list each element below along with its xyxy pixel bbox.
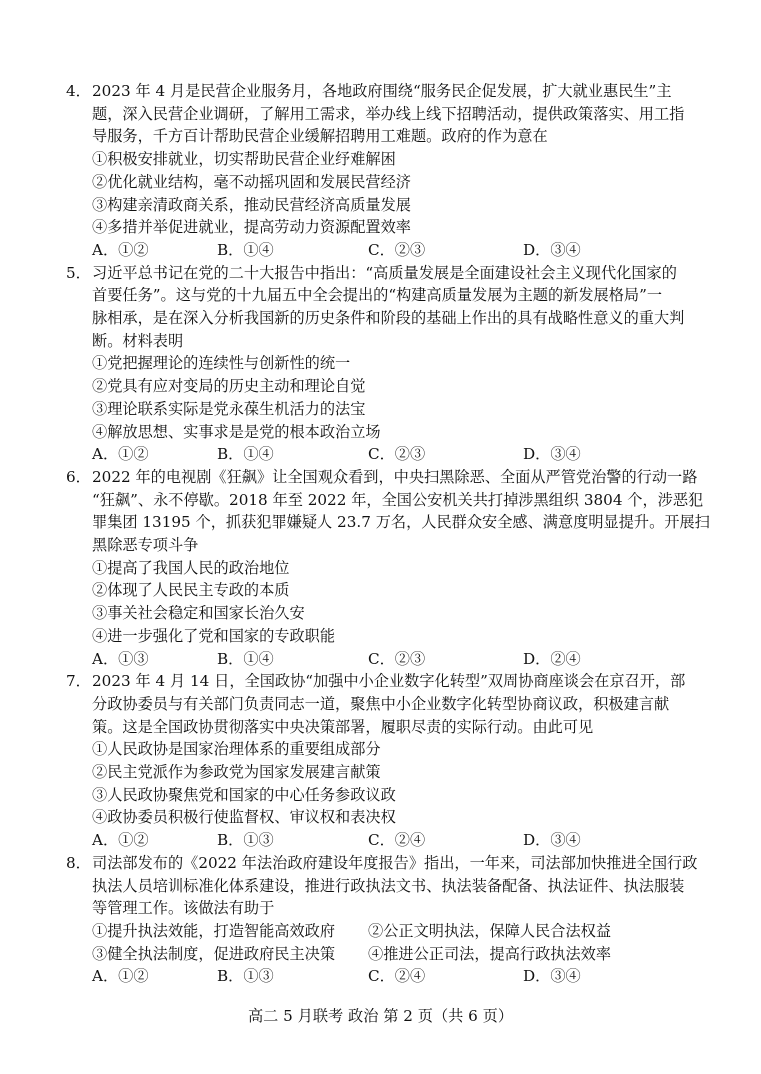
option-b: B．①③: [217, 967, 274, 986]
option-c: C．②③: [368, 240, 426, 259]
question-stem-line: 首要任务”。这与党的十九届五中全会提出的“构建高质量发展为主题的新发展格局”一: [92, 286, 663, 305]
statement-1: ①积极安排就业，切实帮助民营企业纾难解困: [92, 150, 396, 169]
statement-pair-row: [92, 943, 706, 966]
statement-2: ②民主党派作为参政党为国家发展建言献策: [92, 763, 381, 782]
question-5: [66, 262, 706, 466]
option-c: C．②③: [368, 649, 426, 668]
question-stem-line: 脉相承，是在深入分析我国新的历史条件和阶段的基础上作出的具有战略性意义的重大判: [92, 309, 685, 328]
statement-2: ②公正文明执法，保障人民合法权益: [368, 921, 611, 940]
statement-3: ③理论联系实际是党永葆生机活力的法宝: [92, 399, 366, 418]
question-stem-line: 断。材料表明: [92, 331, 184, 350]
question-8: [66, 852, 706, 988]
answer-options: [92, 648, 706, 671]
question-stem-line: 习近平总书记在党的二十大报告中指出：“高质量发展是全面建设社会主义现代化国家的: [92, 263, 677, 282]
statement-4: ④推进公正司法，提高行政执法效率: [368, 944, 611, 963]
statement-1: ①人民政协是国家治理体系的重要组成部分: [92, 740, 381, 759]
question-7: [66, 670, 706, 852]
question-number: 8．: [66, 853, 91, 872]
question-6: [66, 466, 710, 670]
statement-2: ②优化就业结构，毫不动摇巩固和发展民营经济: [92, 172, 411, 191]
option-d: D．③④: [523, 445, 581, 464]
question-body: [92, 670, 706, 852]
option-d: D．③④: [523, 831, 581, 850]
option-a: A．①②: [92, 831, 149, 850]
question-stem-line: 执法人员培训标准化体系建设，推进行政执法文书、执法装备配备、执法证件、执法服装: [92, 876, 685, 895]
option-c: C．②③: [368, 445, 426, 464]
question-stem-line: 题，深入民营企业调研，了解用工需求，举办线上线下招聘活动，提供政策落实、用工指: [92, 104, 685, 123]
statement-4: ④解放思想、实事求是是党的根本政治立场: [92, 422, 381, 441]
question-body: [92, 262, 706, 466]
statement-3: ③人民政协聚焦党和国家的中心任务参政议政: [92, 785, 396, 804]
statement-1: ①党把握理论的连续性与创新性的统一: [92, 354, 351, 373]
question-stem-line: 分政协委员与有关部门负责同志一道，聚焦中小企业数字化转型协商议政，积极建言献: [92, 694, 670, 713]
answer-options: [92, 965, 706, 988]
option-a: A．①③: [92, 649, 149, 668]
option-b: B．①④: [217, 445, 274, 464]
statement-1: ①提升执法效能，打造智能高效政府: [92, 921, 335, 940]
question-stem-line: 黑除恶专项斗争: [92, 536, 199, 555]
option-c: C．②④: [368, 831, 426, 850]
option-a: A．①②: [92, 240, 149, 259]
question-stem-line: 司法部发布的《2022 年法治政府建设年度报告》指出，一年来，司法部加快推进全国行政: [92, 853, 698, 872]
question-body: [92, 466, 710, 670]
page-footer: 高二 5 月联考 政治 第 2 页（共 6 页）: [247, 1007, 514, 1025]
option-d: D．②④: [523, 649, 581, 668]
statement-4: ④进一步强化了党和国家的专政职能: [92, 626, 335, 645]
question-number: 5．: [66, 263, 91, 282]
answer-options: [92, 443, 706, 466]
statement-2: ②体现了人民民主专政的本质: [92, 581, 290, 600]
answer-options: [92, 829, 706, 852]
question-number: 6．: [66, 467, 91, 486]
question-list: [66, 80, 710, 988]
statement-4: ④政协委员积极行使监督权、审议权和表决权: [92, 808, 396, 827]
option-a: A．①②: [92, 967, 149, 986]
statement-3: ③健全执法制度，促进政府民主决策: [92, 944, 335, 963]
question-stem-line: 等管理工作。该做法有助于: [92, 899, 275, 918]
question-number: 7．: [66, 672, 91, 691]
question-4: [66, 80, 706, 262]
statement-1: ①提高了我国人民的政治地位: [92, 558, 290, 577]
statement-4: ④多措并举促进就业，提高劳动力资源配置效率: [92, 218, 411, 237]
statement-3: ③构建亲清政商关系，推动民营经济高质量发展: [92, 195, 411, 214]
option-d: D．③④: [523, 967, 581, 986]
option-a: A．①②: [92, 445, 149, 464]
option-b: B．①④: [217, 649, 274, 668]
question-stem-line: “狂飙”、永不停歇。2018 年至 2022 年，全国公安机关共打掉涉黑组织 3804 个，涉恶犯: [92, 490, 704, 509]
question-body: [92, 80, 706, 262]
statement-2: ②党具有应对变局的历史主动和理论自觉: [92, 377, 366, 396]
question-stem-line: 2022 年的电视剧《狂飙》让全国观众看到，中央扫黑除恶、全面从严管党治警的行动一路: [92, 467, 698, 486]
question-stem-line: 2023 年 4 月 14 日，全国政协“加强中小企业数字化转型”双周协商座谈会在京召开，部: [92, 672, 686, 691]
option-b: B．①③: [217, 831, 274, 850]
statement-3: ③事关社会稳定和国家长治久安: [92, 604, 305, 623]
question-number: 4．: [66, 82, 91, 100]
answer-options: [92, 239, 706, 262]
question-stem-line: 2023 年 4 月是民营企业服务月，各地政府围绕“服务民企促发展，扩大就业惠民生”主: [92, 82, 672, 100]
question-stem-line: 罪集团 13195 个，抓获犯罪嫌疑人 23.7 万名，人民群众安全感、满意度明显提升。开展扫: [92, 513, 710, 532]
option-b: B．①④: [217, 240, 274, 259]
option-c: C．②④: [368, 967, 426, 986]
question-stem-line: 导服务，千方百计帮助民营企业缓解招聘用工难题。政府的作为意在: [92, 127, 548, 146]
statement-pair-row: [92, 920, 706, 943]
question-body: [92, 852, 706, 988]
option-d: D．③④: [523, 240, 581, 259]
question-stem-line: 策。这是全国政协贯彻落实中央决策部署，履职尽责的实际行动。由此可见: [92, 717, 594, 736]
